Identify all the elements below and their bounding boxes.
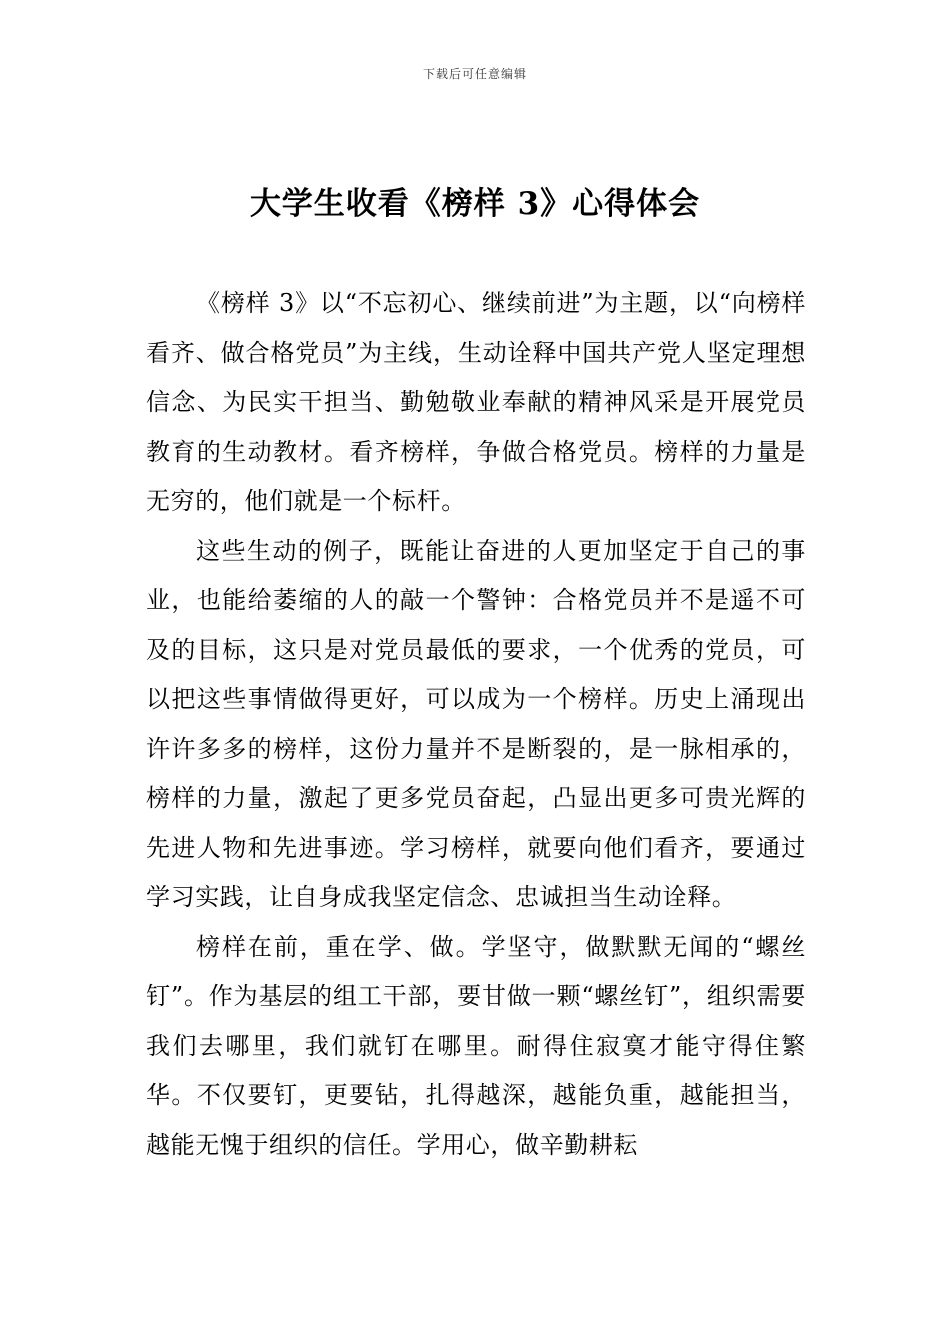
document-title: 大学生收看《榜样 3》心得体会 bbox=[249, 186, 701, 222]
document-body bbox=[146, 279, 806, 1170]
paragraph-3: 榜样在前，重在学、做。学坚守，做默默无闻的“螺丝钉”。作为基层的组工干部，要甘做一颗“螺丝钉”，组织需要我们去哪里，我们就钉在哪里。耐得住寂寞才能守得住繁华。不仅要钉，更要钻，扎得越深，越能负重，越能担当，越能无愧于组织的信任。学用心，做辛勤耕耘 bbox=[146, 932, 806, 1159]
header-note: 下载后可任意编辑 bbox=[422, 67, 527, 81]
paragraph-2: 这些生动的例子，既能让奋进的人更加坚定于自己的事业，也能给萎缩的人的敲一个警钟：合格党员并不是遥不可及的目标，这只是对党员最低的要求，一个优秀的党员，可以把这些事情做得更好，可以成为一个榜样。历史上涌现出许许多多的榜样，这份力量并不是断裂的，是一脉相承的，榜样的力量，激起了更多党员奋起，凸显出更多可贵光辉的先进人物和先进事迹。学习榜样，就要向他们看齐，要通过学习实践，让自身成我坚定信念、忠诚担当生动诠释。 bbox=[146, 536, 806, 911]
paragraph-1: 《榜样 3》以“不忘初心、继续前进”为主题，以“向榜样看齐、做合格党员”为主线，生动诠释中国共产党人坚定理想信念、为民实干担当、勤勉敬业奉献的精神风采是开展党员教育的生动教材。看齐榜样，争做合格党员。榜样的力量是无穷的，他们就是一个标杆。 bbox=[146, 289, 806, 515]
